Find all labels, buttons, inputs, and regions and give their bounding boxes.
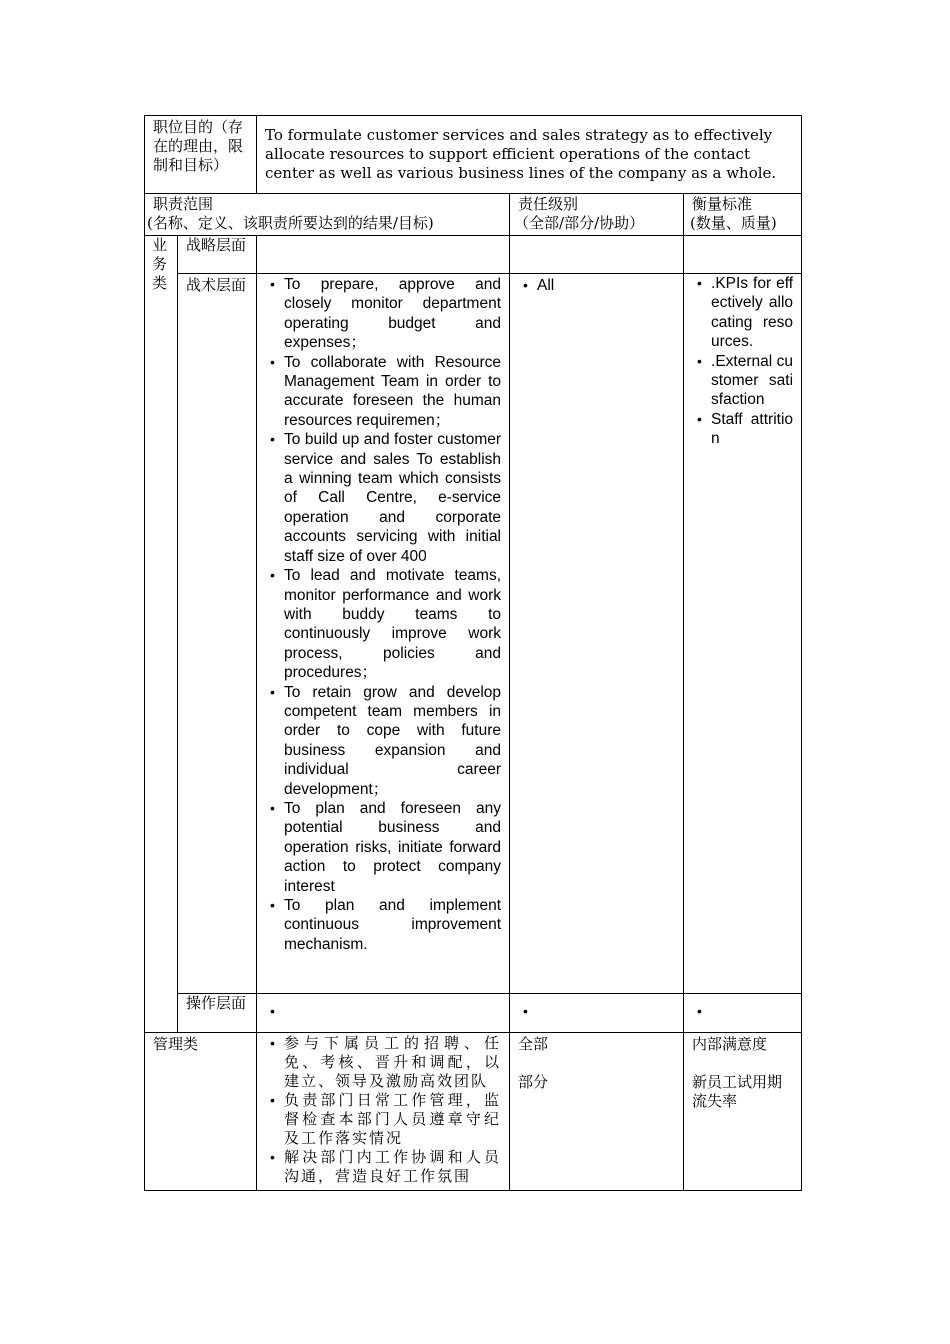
strategic-row — [145, 236, 802, 274]
level-header-line2: （全部/部分/协助） — [514, 214, 645, 232]
measure-header-line1: 衡量标准 — [692, 195, 753, 213]
operational-scope-list — [266, 1002, 509, 1021]
list-item — [266, 1002, 509, 1021]
purpose-label: 职位目的（存在的理由，限制和目标） — [153, 118, 244, 174]
list-item: • .External customer satisfaction — [693, 352, 793, 410]
measure-header — [684, 194, 802, 236]
level-header-line1: 责任级别 — [518, 195, 579, 213]
list-item: • 负责部门日常工作管理，监督检查本部门人员遵章守纪及工作落实情况 — [266, 1091, 501, 1148]
list-item: • 解决部门内工作协调和人员沟通，营造良好工作氛围 — [266, 1148, 501, 1186]
list-item: • Staff attrition — [693, 410, 793, 449]
list-item: • All — [519, 276, 677, 295]
management-level-cell — [510, 1033, 684, 1191]
management-level-1: 全部 — [518, 1035, 549, 1053]
list-item: • 参与下属员工的招聘、任免、考核、晋升和调配，以建立、领导及激励高效团队 — [266, 1034, 501, 1091]
header-row — [145, 194, 802, 236]
strategic-scope-cell — [257, 236, 510, 274]
list-item — [519, 1002, 683, 1021]
management-measure-2: 新员工试用期流失率 — [692, 1073, 783, 1110]
tactical-label: 战术层面 — [186, 276, 247, 294]
strategic-label-cell — [178, 236, 257, 274]
management-level-2: 部分 — [518, 1073, 549, 1091]
purpose-text: To formulate customer services and sales strategy as to effectively allocate resources to support efficient operations of the contact center as well as various business lines of the company as a whole. — [265, 126, 777, 182]
purpose-text-cell — [257, 116, 802, 194]
list-item: • To collaborate with Resource Management Team in order to accurate foreseen the human resources requiremen； — [266, 353, 501, 431]
operational-level-list — [519, 1002, 683, 1021]
operational-level-cell — [510, 994, 684, 1033]
list-item — [693, 1002, 801, 1021]
strategic-level-cell — [510, 236, 684, 274]
scope-header-line1: 职责范围 — [153, 195, 214, 213]
spacer — [518, 1054, 677, 1073]
tactical-measure-cell — [684, 274, 802, 994]
management-category-label: 管理类 — [153, 1035, 199, 1053]
operational-measure-list — [693, 1002, 801, 1021]
business-category-label: 业务类 — [152, 236, 168, 292]
list-item: • To plan and implement continuous improvement mechanism. — [266, 896, 501, 954]
scope-header-line2: (名称、定义、该职责所要达到的结果/目标) — [147, 214, 434, 232]
list-item: • To build up and foster customer service and sales To establish a winning team which consists of Call Centre, e-service operation and corporate accounts servicing with initial staff size of over 400 — [266, 430, 501, 566]
tactical-scope-cell — [257, 274, 510, 994]
tactical-level-cell — [510, 274, 684, 994]
strategic-measure-cell — [684, 236, 802, 274]
management-measure-cell — [684, 1033, 802, 1191]
tactical-items-list — [266, 275, 501, 954]
operational-label-cell — [178, 994, 257, 1033]
list-item: • To retain grow and develop competent team members in order to cope with future business expansion and individual career development； — [266, 683, 501, 799]
list-item: • To prepare, approve and closely monitor department operating budget and expenses； — [266, 275, 501, 353]
operational-row — [145, 994, 802, 1033]
management-measure-1: 内部满意度 — [692, 1035, 768, 1053]
spacer — [692, 1054, 795, 1073]
tactical-measures-list — [693, 274, 793, 449]
operational-label: 操作层面 — [186, 994, 247, 1012]
purpose-row — [145, 116, 802, 194]
measure-header-line2: (数量、质量) — [690, 214, 777, 232]
job-description-table — [144, 115, 802, 1191]
list-item: • To plan and foreseen any potential business and operation risks, initiate forward action to protect company interest — [266, 799, 501, 896]
management-items-list — [266, 1034, 501, 1186]
management-scope-cell — [257, 1033, 510, 1191]
tactical-level-list — [519, 276, 677, 295]
business-category-cell — [145, 236, 178, 1033]
purpose-label-cell — [145, 116, 257, 194]
management-category-cell — [145, 1033, 257, 1191]
tactical-label-cell — [178, 274, 257, 994]
level-header — [510, 194, 684, 236]
tactical-row — [145, 274, 802, 994]
list-item: • .KPIs for effectively allocating resources. — [693, 274, 793, 352]
list-item: • To lead and motivate teams, monitor performance and work with buddy teams to continuously improve work process, policies and procedures； — [266, 566, 501, 682]
management-row — [145, 1033, 802, 1191]
scope-header — [145, 194, 510, 236]
operational-measure-cell — [684, 994, 802, 1033]
operational-scope-cell — [257, 994, 510, 1033]
strategic-label: 战略层面 — [186, 236, 247, 254]
